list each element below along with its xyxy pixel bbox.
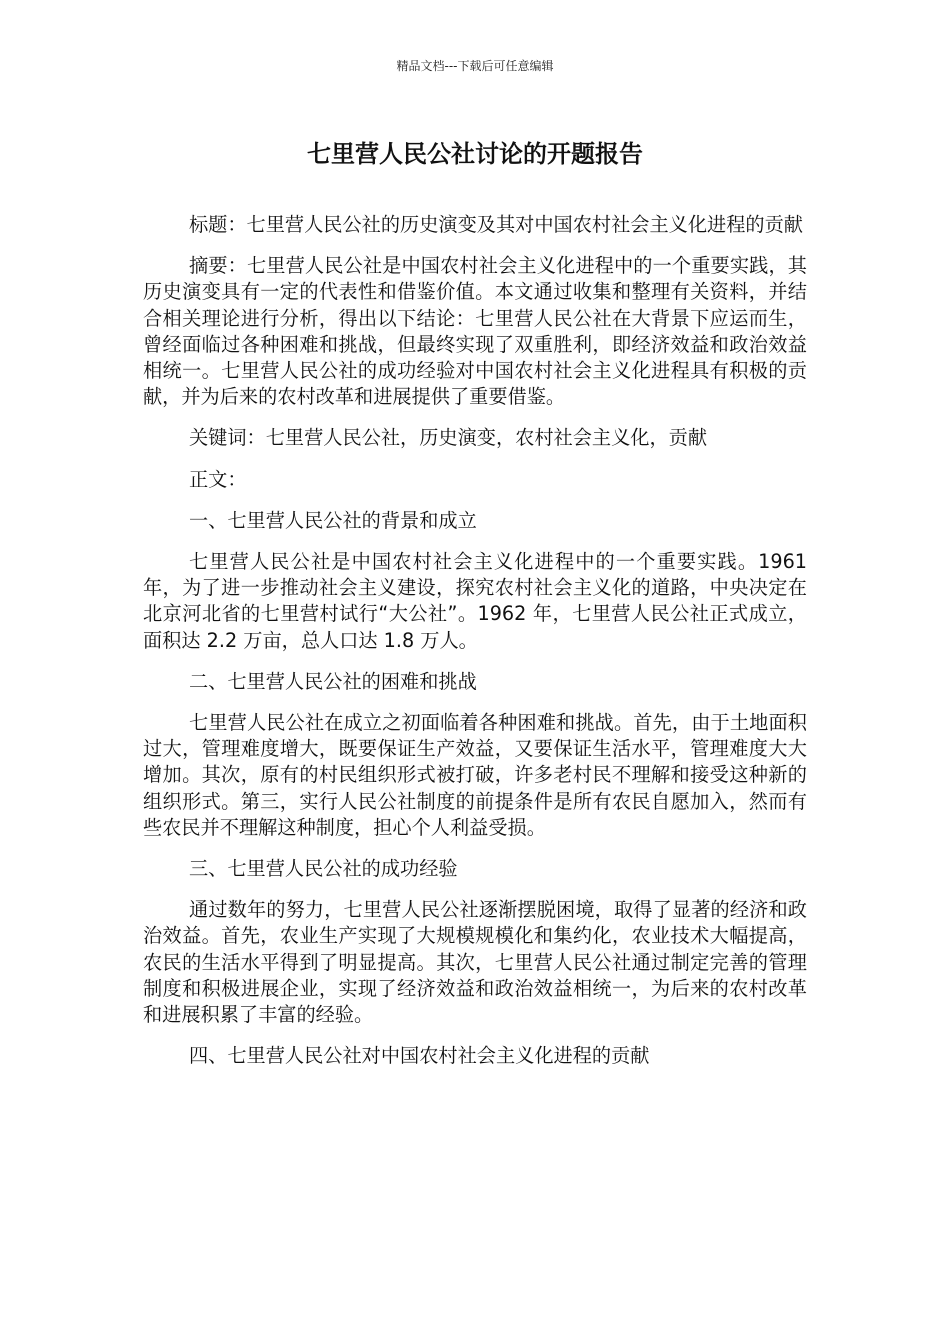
paragraph-body-label: 正文： <box>189 467 247 491</box>
section-heading-3: 三、七里营人民公社的成功经验 <box>189 857 458 881</box>
paragraph-section-1: 七里营人民公社是中国农村社会主义化进程中的一个重要实践。1961 年，为了进一步推动社会主义建设，探究农村社会主义化的道路，中央决定在北京河北省的七里营村试行“大公社”。1962 年，七里营人民公社正式成立，面积达 2.2 万亩，总人口达 1.8 万人。 <box>143 550 807 652</box>
paragraph-abstract: 摘要：七里营人民公社是中国农村社会主义化进程中的一个重要实践，其历史演变具有一定的代表性和借鉴价值。本文通过收集和整理有关资料，并结合相关理论进行分析，得出以下结论：七里营人民公社在大背景下应运而生，曾经面临过各种困难和挑战，但最终实现了双重胜利，即经济效益和政治效益相统一。七里营人民公社的成功经验对中国农村社会主义化进程具有积极的贡献，并为后来的农村改革和进展提供了重要借鉴。 <box>143 254 807 409</box>
section-heading-1: 一、七里营人民公社的背景和成立 <box>189 508 477 532</box>
section-heading-4: 四、七里营人民公社对中国农村社会主义化进程的贡献 <box>189 1044 650 1068</box>
document-title: 七里营人民公社讨论的开题报告 <box>307 140 643 168</box>
paragraph-section-2: 七里营人民公社在成立之初面临着各种困难和挑战。首先，由于土地面积过大，管理难度增大，既要保证生产效益，又要保证生活水平，管理难度大大增加。其次，原有的村民组织形式被打破，许多老村民不理解和接受这种新的组织形式。第三，实行人民公社制度的前提条件是所有农民自愿加入，然而有些农民并不理解这种制度，担心个人利益受损。 <box>143 711 807 839</box>
paragraph-section-3: 通过数年的努力，七里营人民公社逐渐摆脱困境，取得了显著的经济和政治效益。首先，农业生产实现了大规模规模化和集约化，农业技术大幅提高，农民的生活水平得到了明显提高。其次，七里营人民公社通过制定完善的管理制度和积极进展企业，实现了经济效益和政治效益相统一，为后来的农村改革和进展积累了丰富的经验。 <box>143 898 807 1027</box>
paragraph-keywords: 关键词：七里营人民公社，历史演变，农村社会主义化，贡献 <box>189 426 708 450</box>
document-body <box>143 212 807 1084</box>
header-note: 精品文档---下载后可任意编辑 <box>396 59 554 73</box>
paragraph-title-line: 标题：七里营人民公社的历史演变及其对中国农村社会主义化进程的贡献 <box>189 213 803 236</box>
section-heading-2: 二、七里营人民公社的困难和挑战 <box>189 669 477 693</box>
